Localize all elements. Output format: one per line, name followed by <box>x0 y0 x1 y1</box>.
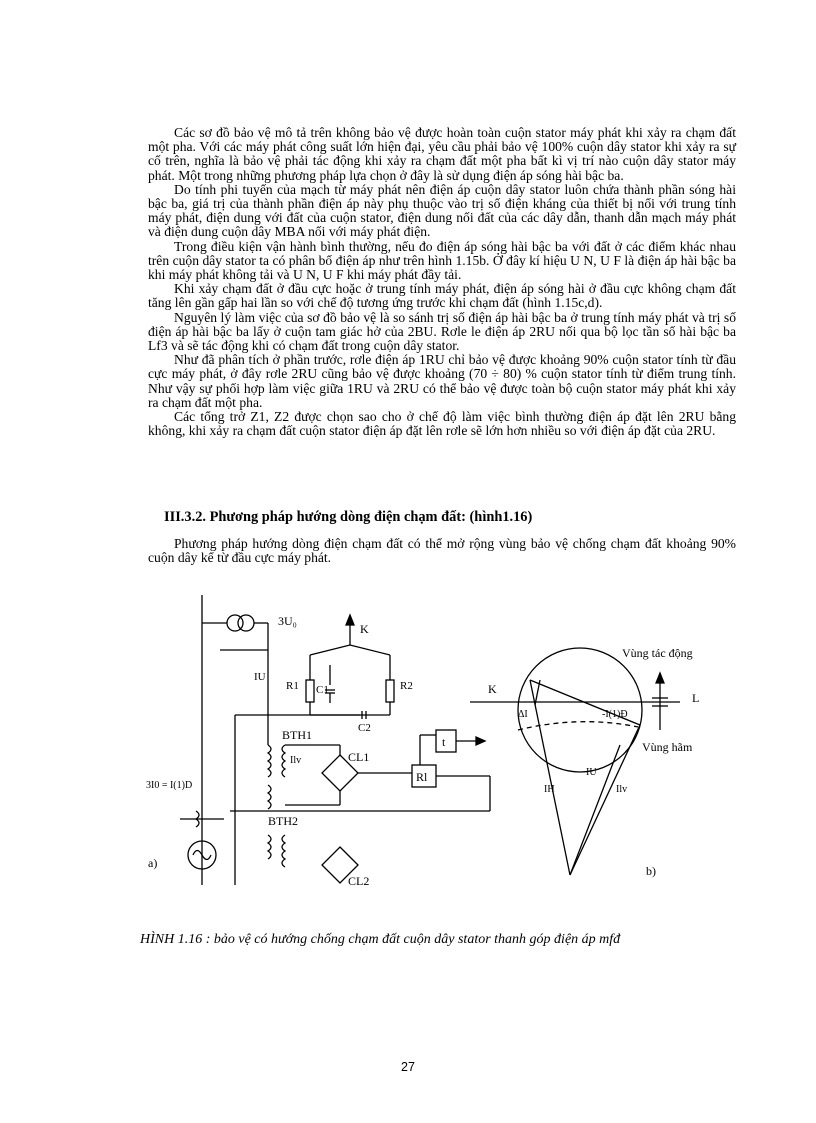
label-r2: R2 <box>400 680 413 692</box>
label-t: t <box>442 735 446 749</box>
paragraph: Khi xảy chạm đất ở đầu cực hoặc ở trung tính máy phát, điện áp sóng hài ở đầu cực không chạm đất tăng lên gần gấp hai lần so với chế độ tương ứng trước khi chạm đất (hình 1.15c,d). <box>148 281 736 311</box>
body-text <box>148 126 736 438</box>
label-c1: C1 <box>316 684 329 696</box>
label-vung-tac-dong: Vùng tác động <box>622 646 693 660</box>
paragraph: Các tổng trở Z1, Z2 được chọn sao cho ở chế độ làm việc bình thường điện áp đặt lên 2RU bằng không, khi xảy ra chạm đất cuộn stator điện áp đặt lên rơle sẽ lớn hơn nhiều so với điện áp đặt của 2RU. <box>148 409 736 439</box>
label-iu: IU <box>254 671 266 683</box>
paragraph: Các sơ đồ bảo vệ mô tả trên không bảo vệ được hoàn toàn cuộn stator máy phát khi xảy ra chạm đất một pha. Với các máy phát công suất lớn hiện đại, yêu cầu phải bảo vệ 100% cuộn dây stator khi xảy ra sự cố trên, nghĩa là bảo vệ phải tác động khi xảy ra chạm đất một pha bất kì vị trí nào cuộn dây stator máy phát. Một trong những phương pháp lựa chọn ở đây là sử dụng điện áp sóng hài bậc ba. <box>148 125 736 183</box>
label-id: -I(1)Đ <box>602 709 628 720</box>
label-k: K <box>360 622 369 636</box>
label-a: a) <box>148 856 158 870</box>
label-bth1: BTH1 <box>282 728 312 742</box>
paragraph: Như đã phân tích ở phần trước, rơle điện áp 1RU chỉ bảo vệ được khoảng 90% cuộn stator tính từ đầu cực máy phát, ở đây rơle 2RU cũng bảo vệ được khoảng (70 ÷ 80) % cuộn stator tính từ điểm trung tính. Như vậy sự phối hợp làm việc giữa 1RU và 2RU có thể bảo vệ được toàn bộ cuộn stator máy phát khi xảy ra chạm đất một pha. <box>148 352 736 410</box>
label-cl2: CL2 <box>348 874 370 888</box>
figure-caption: HÌNH 1.16 : bảo vệ có hướng chống chạm đất cuộn dây stator thanh góp điện áp mfđ <box>140 932 621 947</box>
label-b: b) <box>646 864 656 878</box>
paragraph: Nguyên lý làm việc của sơ đồ bảo vệ là so sánh trị số điện áp hài bậc ba ở trung tính máy phát và trị số điện áp hài bậc ba lấy ở cuộn tam giác hở của 2BU. Rơle le điện áp 2RU nối qua bộ lọc tần số hài bậc ba Lf3 và sẽ tác động khi có chạm đất trong cuộn dây stator. <box>148 309 736 354</box>
label-r1: R1 <box>286 680 299 692</box>
label-vung-ham: Vùng hãm <box>642 740 693 754</box>
label-l: L <box>692 691 700 705</box>
label-iu-vector: IU <box>586 767 597 778</box>
label-ih: IH <box>544 784 555 795</box>
label-ilv-vector: Ilv <box>616 784 628 795</box>
paragraph: Phương pháp hướng dòng điện chạm đất có thể mở rộng vùng bảo vệ chống chạm đất khoảng 90% cuộn dây kể từ đầu cực máy phát. <box>148 536 736 566</box>
page-number: 27 <box>401 1060 415 1074</box>
label-cl1: CL1 <box>348 750 370 764</box>
paragraph: Trong điều kiện vận hành bình thường, nếu đo điện áp sóng hài bậc ba với đất ở các điểm khác nhau trên cuộn dây stator ta có phân bố điện áp như trên hình 1.15b. Ở đây kí hiệu U N, U F là điện áp hài bậc ba khi máy phát không tải và U N, U F khi máy phát đầy tải. <box>148 238 736 283</box>
section-heading: III.3.2. Phương pháp hướng dòng điện chạm đất: (hình1.16) <box>164 509 533 525</box>
label-c2: C2 <box>358 722 371 734</box>
figure-diagram <box>140 585 720 905</box>
label-ilv: Ilv <box>290 755 302 766</box>
label-k-vector: K <box>488 682 497 696</box>
label-3u0: 3U₀ <box>278 614 297 628</box>
label-delta-i: ΔI <box>518 709 528 720</box>
label-3i0: 3I0 = I(1)D <box>146 780 193 791</box>
paragraph: Do tính phi tuyến của mạch từ máy phát nên điện áp cuộn dây stator luôn chứa thành phần sóng hài bậc ba, giá trị của thành phần điện áp này phụ thuộc vào trị số điện kháng của thiết bị nối với trung tính máy phát, điện dung với đất của cuộn stator, điện dung nối đất của các dây dẫn, thanh dẫn mạch máy phát và điện dung cuộn dây MBA nối với máy phát điện. <box>148 181 736 240</box>
label-bth2: BTH2 <box>268 814 298 828</box>
label-rl: Rl <box>416 770 428 784</box>
